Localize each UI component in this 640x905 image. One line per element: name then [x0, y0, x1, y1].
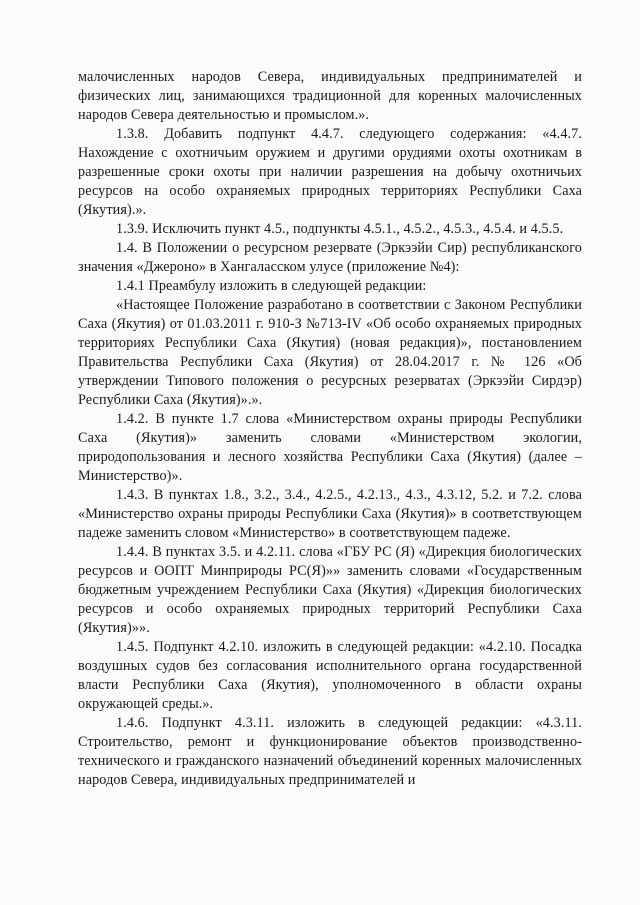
paragraph-1-4-6: 1.4.6. Подпункт 4.3.11. изложить в следующей редакции: «4.3.11. Строительство, ремонт и функционирование объектов производственно-технического и гражданского назначений объединений коренных малочисленных народов Севера, индивидуальных предпринимателей и	[78, 715, 582, 788]
document-body	[78, 68, 582, 790]
paragraph-preamble-quote: «Настоящее Положение разработано в соответствии с Законом Республики Саха (Якутия) от 01.03.2011 г. 910-З №713-IV «Об особо охраняемых природных территориях Республики Саха (Якутия) (новая редакция)», постановлением Правительства Республики Саха (Якутия) от 28.04.2017 г. № 126 «Об утверждении Типового положения о ресурсных резерватах (Эркээйи Сирдэр) Республики Саха (Якутия)».».	[78, 297, 582, 408]
paragraph-1-3-9: 1.3.9. Исключить пункт 4.5., подпункты 4.5.1., 4.5.2., 4.5.3., 4.5.4. и 4.5.5.	[116, 221, 564, 237]
paragraph-1-4-2: 1.4.2. В пункте 1.7 слова «Министерством охраны природы Республики Саха (Якутия)» заменить словами «Министерством экологии, природопользования и лесного хозяйства Республики Саха (Якутия) (далее – Министерство)».	[78, 411, 582, 484]
paragraph-1-4: 1.4. В Положении о ресурсном резервате (Эркээйи Сир) республиканского значения «Джероно» в Хангаласском улусе (приложение №4):	[78, 240, 582, 275]
paragraph-1-4-1: 1.4.1 Преамбулу изложить в следующей редакции:	[116, 278, 427, 294]
paragraph-1-3-8: 1.3.8. Добавить подпункт 4.4.7. следующего содержания: «4.4.7. Нахождение с охотничьим оружием и другими орудиями охоты охотникам в разрешенные сроки охоты при наличии разрешения на добычу охотничьих ресурсов на особо охраняемых природных территориях Республики Саха (Якутия).».	[78, 126, 582, 218]
paragraph-1-4-3: 1.4.3. В пунктах 1.8., 3.2., 3.4., 4.2.5., 4.2.13., 4.3., 4.3.12, 5.2. и 7.2. слова «Министерство охраны природы Республики Саха (Якутия)» в соответствующем падеже заменить словом «Министерство» в соответствующем падеже.	[78, 487, 582, 541]
paragraph-continuation: малочисленных народов Севера, индивидуальных предпринимателей и физических лиц, занимающихся традиционной для коренных малочисленных народов Севера деятельностью и промыслом.».	[78, 69, 582, 123]
paragraph-1-4-5: 1.4.5. Подпункт 4.2.10. изложить в следующей редакции: «4.2.10. Посадка воздушных судов без согласования исполнительного органа государственной власти Республики Саха (Якутия), уполномоченного в области охраны окружающей среды.».	[78, 639, 582, 712]
paragraph-1-4-4: 1.4.4. В пунктах 3.5. и 4.2.11. слова «ГБУ РС (Я) «Дирекция биологических ресурсов и ООПТ Минприроды РС(Я)»» заменить словами «Государственным бюджетным учреждением Республики Саха (Якутия) «Дирекция биологических ресурсов и особо охраняемых природных территорий Республики Саха (Якутия)»».	[78, 544, 582, 636]
